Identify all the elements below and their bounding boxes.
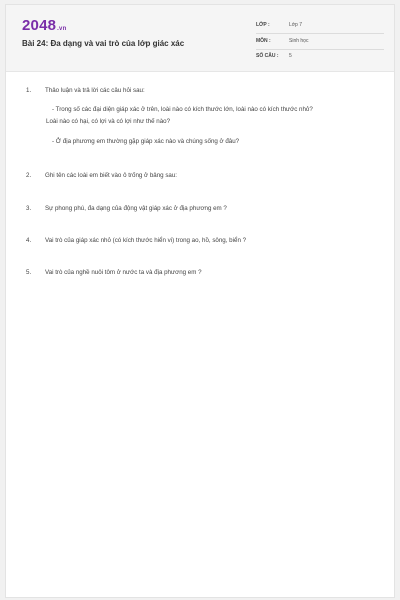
question-number: 1. [26,87,32,94]
meta-label-subject: MÔN : [256,38,271,44]
meta-value-count: 5 [289,53,292,59]
question-number: 5. [26,269,32,276]
meta-row-subject [256,35,384,50]
question-number: 3. [26,205,32,212]
question-number: 2. [26,172,32,179]
meta-row-class [256,19,384,34]
question-text: Vai trò của nghề nuôi tôm ở nước ta và địa phương em ? [45,269,202,276]
question-1-sub-2: - Ở địa phương em thường gặp giáp xác nào và chúng sống ở đâu? [52,138,240,145]
lesson-title: Bài 24: Đa dạng và vai trò của lớp giác xác [22,39,185,48]
meta-value-class: Lớp 7 [289,22,303,28]
question-1-sub-1: - Trong số các đại diện giáp xác ở trên, loài nào có kích thước lớn, loài nào có kích thước nhỏ? [52,106,313,113]
question-1-sub-1-continued: Loài nào có hại, có lợi và có lợi như thế nào? [46,118,171,125]
question-text: Ghi tên các loài em biết vào ô trống ở bảng sau: [45,172,178,179]
worksheet-page [5,4,395,598]
logo-main-text: 2048 [22,17,57,34]
meta-label-class: LỚP : [256,22,270,28]
question-text: Sự phong phú, đa dạng của động vật giáp xác ở địa phương em ? [45,205,227,212]
question-text: Vai trò của giáp xác nhỏ (có kích thước hiển vi) trong ao, hồ, sông, biển ? [45,237,247,244]
meta-row-count [256,50,384,64]
question-number: 4. [26,237,32,244]
worksheet-header [6,5,394,72]
meta-value-subject: Sinh học [289,38,309,44]
meta-label-count: SỐ CÂU : [256,53,279,59]
site-logo[interactable] [22,17,66,34]
logo-tld-text: .vn [57,26,67,32]
question-text: Thảo luận và trả lời các câu hỏi sau: [45,87,145,94]
